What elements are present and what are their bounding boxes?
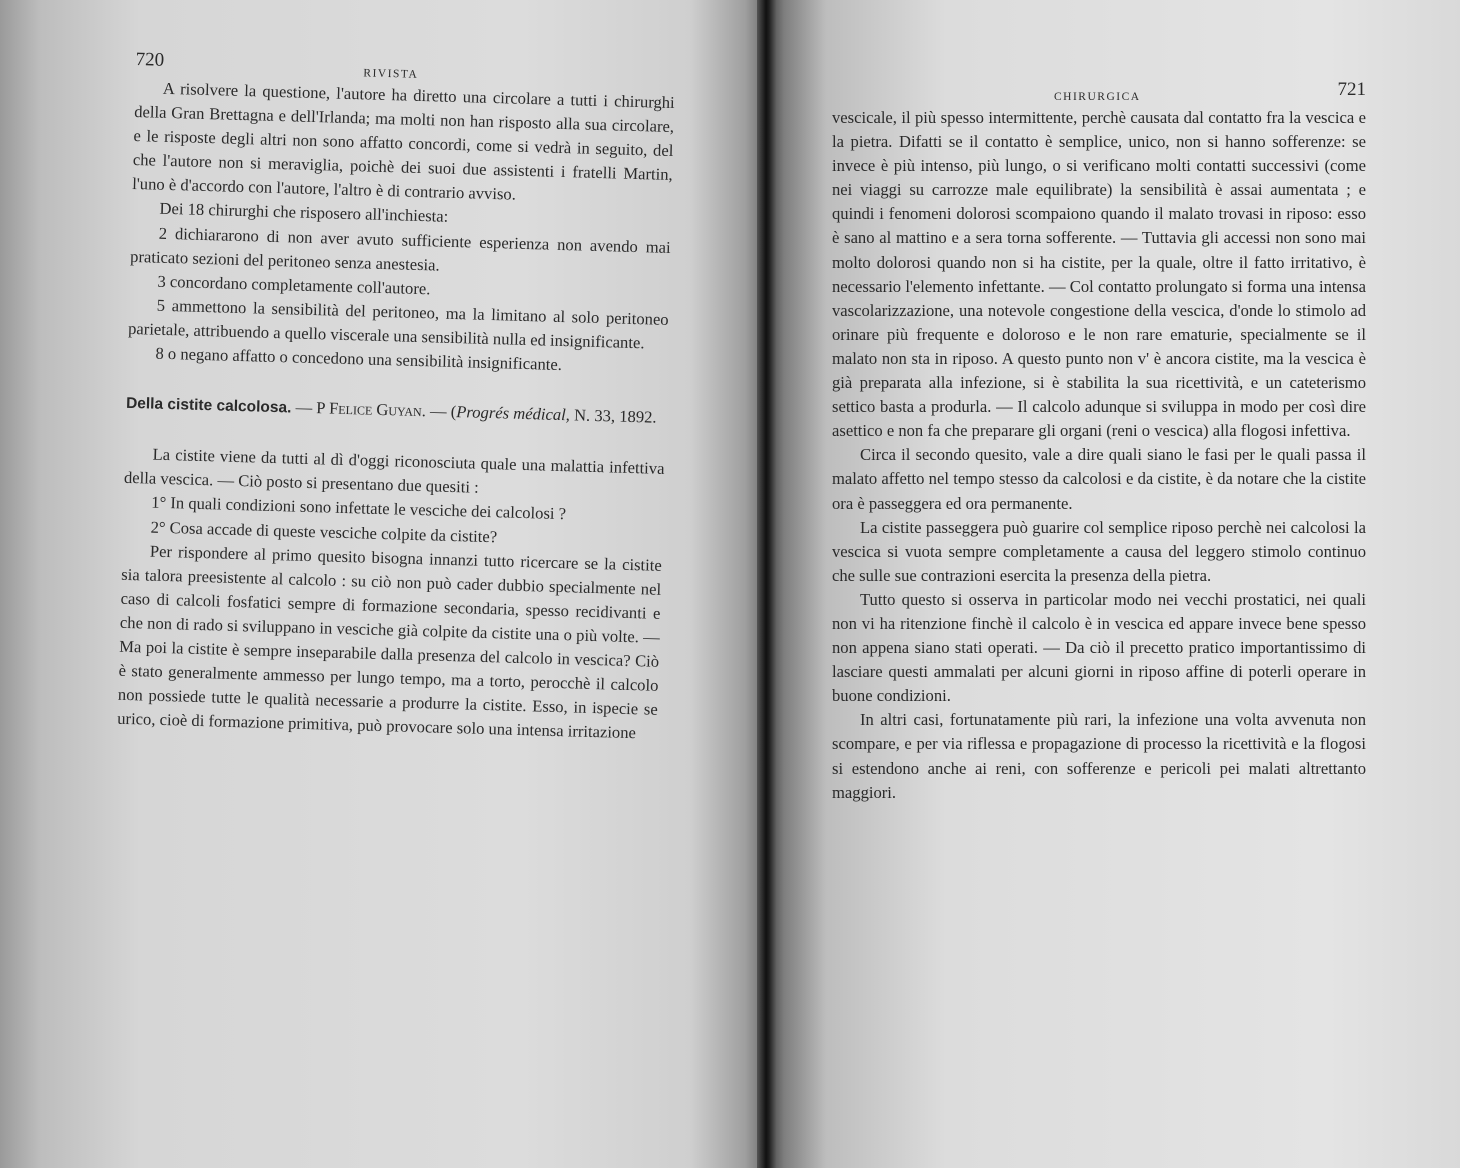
paragraph: 8 o negano affatto o concedono una sensibilità insignificante. <box>155 343 563 375</box>
article-title: Della cistite calcolosa. <box>125 394 292 417</box>
paragraph: Dei 18 chirurghi che risposero all'inchiesta: <box>159 199 449 227</box>
paragraph: Tutto questo si osserva in particolar modo nei vecchi prostatici, nei quali non vi ha ritenzione finchè il calcolo è in vescica ed appare invece bene spesso non appena siano stati operati. — Da ciò il precetto pratico importantissimo di lasciare questi ammalati per alcuni giorni in riposo affine di poterli operare in buone condizioni. <box>832 589 1366 706</box>
article-issue: N. 33, 1892. <box>569 405 657 427</box>
paragraph: Per rispondere al primo quesito bisogna innanzi tutto ricercare se la cistite sia talora preesistente al calcolo : su ciò non può cader dubbio specialmente nel caso di calcoli fosfatici sempre di formazione secondaria, spesso recidivanti e che non di rado si sviluppano in vesciche già colpite da cistite una o più volte. — Ma poi la cistite è sempre inseparabile dalla presenza del calcolo in vescica? Ciò è stato generalmente ammesso per lungo tempo, ma a torto, perocchè il calcolo non possiede tutte le qualità necessarie a produrre la cistite. Esso, in ispecie se urico, cioè di formazione primitiva, può provocare solo una intensa irritazione <box>117 541 663 743</box>
paragraph: A risolvere la questione, l'autore ha diretto una circolare a tutti i chirurghi della Gran Brettagna e dell'Irlanda; ma molti non han risposto alla sua circolare, e le risposte degli altri non sono affatto concordi, come si vedrà in seguito, del che l'autore non si meraviglia, poichè dei suoi due assistenti i fratelli Martin, l'uno è d'accordo con l'autore, l'altro è di contrario avviso. <box>131 78 675 205</box>
running-title-right: CHIRURGICA <box>1054 91 1141 103</box>
paragraph: 5 ammettono la sensibilità del peritoneo, ma la limitano al solo peritoneo parietale, attribuendo a quello viscerale una sensibilità nulla ed insignificante. <box>127 295 669 353</box>
article-author: Felice Guyan. <box>328 398 427 421</box>
paragraph: 1° In quali condizioni sono infettate le vesciche dei calcolosi ? <box>151 493 567 524</box>
paragraph: 2 dichiararono di non aver avuto sufficiente esperienza non avendo mai praticato sezioni del peritoneo senza anestesia. <box>129 223 671 275</box>
paragraph: 2° Cosa accade di queste vesciche colpite da cistite? <box>150 517 498 546</box>
page-number-left: 720 <box>135 48 165 71</box>
paragraph: Circa il secondo quesito, vale a dire quali siano le fasi per le quali passa il malato affetto nel tempo stesso da calcolosi e da cistite, è da notare che la cistite ora è passeggera ed ora permanente. <box>832 445 1366 513</box>
page-number-right: 721 <box>1337 79 1366 100</box>
article-dash: — P <box>291 397 330 418</box>
article-journal: Progrés médical, <box>456 402 571 425</box>
right-page <box>766 0 1460 1168</box>
left-text-column <box>117 48 676 746</box>
running-title-left: RIVISTA <box>363 67 419 81</box>
paragraph: La cistite viene da tutti al dì d'oggi riconosciuta quale una malattia infettiva della vescica. — Ciò posto si presentano due quesiti : <box>123 444 665 498</box>
paragraph: vescicale, il più spesso intermittente, perchè causata dal contatto fra la vescica e la pietra. Difatti se il contatto è semplice, unico, non si hanno sofferenze: se invece è più intenso, più lungo, o si verificano molti contatti successivi (come nei viaggi su carrozze male equilibrate) la sensibilità è assai aumentata ; e quindi i fenomeni dolorosi scompaiono quando il malato trovasi in riposo: esso è sano al mattino e a sera torna sofferente. — Tuttavia gli accessi non sono mai molto dolorosi quando non si ha cistite, per la quale, oltre il fatto irritativo, è necessario l'elemento infettante. — Col contatto prolungato si forma una intensa vascolarizzazione, una notevole congestione della vescica, d'onde lo stimolo ad orinare più frequente e doloroso e le non rare ematurie, specialmente se il malato non sta in riposo. A questo punto non v' è ancora cistite, ma la vescica è già preparata alla infezione, si è stabilita la sua ricettività, e un cateterismo settico basta a produrla. — Il calcolo adunque si sviluppa in modo per così dire asettico e non fa che preparare gli organi (reni o vescica) alla flogosi infettiva. <box>832 108 1366 441</box>
paragraph: 3 concordano completamente coll'autore. <box>157 271 431 299</box>
book-spine <box>757 0 777 1168</box>
article-dash: — ( <box>425 401 457 422</box>
paragraph: In altri casi, fortunatamente più rari, la infezione una volta avvenuta non scompare, e per via riflessa e propagazione di processo la ricettività e la flogosi si estendono anche ai reni, con sofferenze e pericoli pei malati altrettanto maggiori. <box>832 710 1366 802</box>
right-text-column <box>832 78 1366 805</box>
paragraph: La cistite passeggera può guarire col semplice riposo perchè nei calcolosi la vescica si vuota sempre completamente a causa del leggero stimolo continuo che sulle sue contrazioni esercita la presenza della pietra. <box>832 517 1366 585</box>
right-page-header <box>832 78 1366 106</box>
